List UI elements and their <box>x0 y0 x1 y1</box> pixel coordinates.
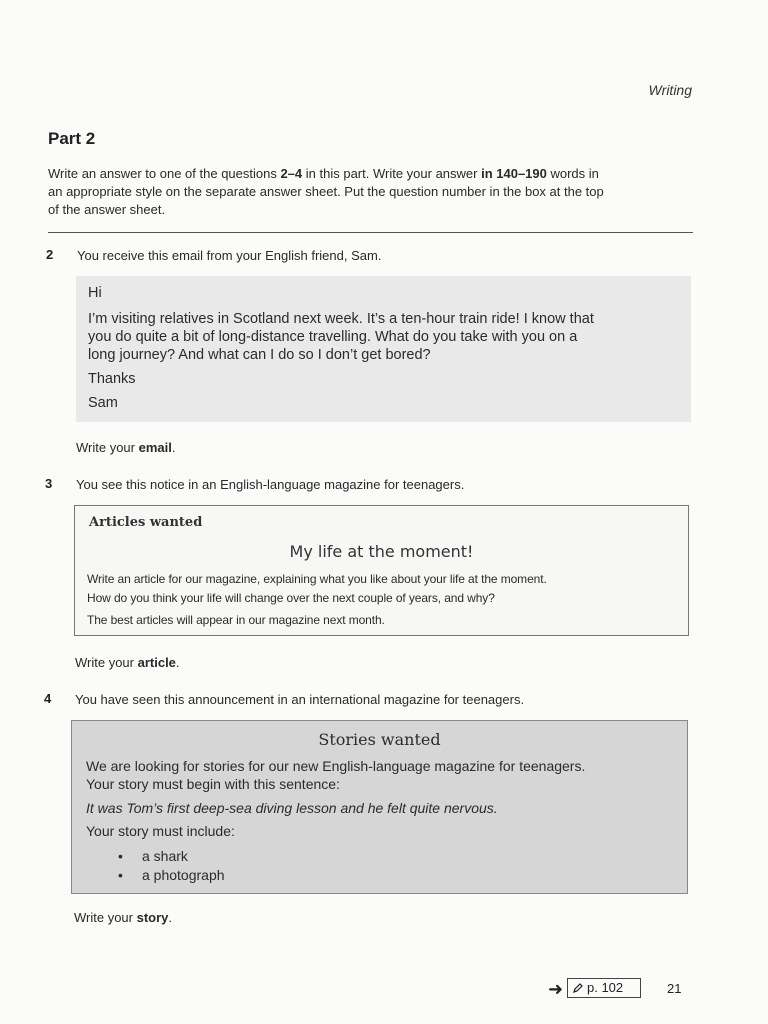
write-task: story <box>136 910 169 925</box>
instructions-text: Write an answer to one of the questions <box>48 166 281 181</box>
notice-line: The best articles will appear in our magazine next month. <box>87 613 385 627</box>
opening-sentence: It was Tom’s first deep-sea diving lesson and he felt quite nervous. <box>86 800 498 816</box>
question-prompt: You see this notice in an English-language magazine for teenagers. <box>76 477 465 492</box>
write-task: article <box>137 655 176 670</box>
announcement-line: We are looking for stories for our new English-language magazine for teenagers. <box>86 758 586 774</box>
write-instruction <box>74 910 172 925</box>
email-line: long journey? And what can I do so I don’t get bored? <box>88 347 431 363</box>
announcement-line: Your story must begin with this sentence: <box>86 776 340 792</box>
write-suffix: . <box>175 655 180 670</box>
question-number: 3 <box>45 476 53 491</box>
notice-box <box>74 505 689 636</box>
email-line: I’m visiting relatives in Scotland next week. It’s a ten-hour train ride! I know that <box>88 311 594 327</box>
write-prefix: Write your <box>74 910 137 925</box>
email-box <box>76 276 691 422</box>
write-instruction <box>76 440 175 455</box>
page-reference-label: p. 102 <box>587 980 624 995</box>
write-task: email <box>138 440 172 455</box>
question-number: 4 <box>44 691 52 706</box>
write-prefix: Write your <box>76 440 139 455</box>
instructions-text: words in <box>546 166 599 181</box>
write-suffix: . <box>171 440 176 455</box>
email-thanks: Thanks <box>88 371 136 387</box>
notice-heading: My life at the moment! <box>289 542 474 561</box>
part-instructions <box>48 165 694 219</box>
section-label: Writing <box>648 82 692 98</box>
announcement-box <box>71 720 688 894</box>
announcement-line: Your story must include: <box>86 823 235 839</box>
email-greeting: Hi <box>88 285 102 301</box>
write-prefix: Write your <box>75 655 138 670</box>
write-instruction <box>75 655 180 670</box>
instructions-range: 2–4 <box>280 166 303 181</box>
bullet-item <box>118 848 188 864</box>
bullet-text: a photograph <box>142 867 225 883</box>
bullet-text: a shark <box>142 848 188 864</box>
pencil-icon <box>572 982 584 994</box>
bullet-icon: • <box>118 848 123 864</box>
announcement-heading: Stories wanted <box>318 730 441 749</box>
instructions-text: in this part. Write your answer <box>302 166 482 181</box>
part-title: Part 2 <box>48 129 96 148</box>
page-number: 21 <box>667 981 682 996</box>
question-prompt: You receive this email from your English friend, Sam. <box>77 248 382 263</box>
email-line: you do quite a bit of long-distance travelling. What do you take with you on a <box>88 329 578 345</box>
notice-line: Write an article for our magazine, explaining what you like about your life at the moment. <box>87 572 547 586</box>
divider <box>48 232 693 233</box>
write-suffix: . <box>168 910 173 925</box>
notice-line: How do you think your life will change over the next couple of years, and why? <box>87 591 495 605</box>
instructions-line: an appropriate style on the separate answer sheet. Put the question number in the box at the top <box>48 184 604 199</box>
email-signature: Sam <box>88 395 118 411</box>
bullet-item <box>118 867 225 883</box>
notice-title: Articles wanted <box>89 515 203 530</box>
bullet-icon: • <box>118 867 123 883</box>
page-reference[interactable] <box>567 978 641 998</box>
instructions-line: of the answer sheet. <box>48 202 166 217</box>
arrow-right-icon: ➜ <box>548 979 564 999</box>
question-prompt: You have seen this announcement in an international magazine for teenagers. <box>75 692 525 707</box>
question-number: 2 <box>46 247 54 262</box>
instructions-word-count: in 140–190 <box>481 166 547 181</box>
